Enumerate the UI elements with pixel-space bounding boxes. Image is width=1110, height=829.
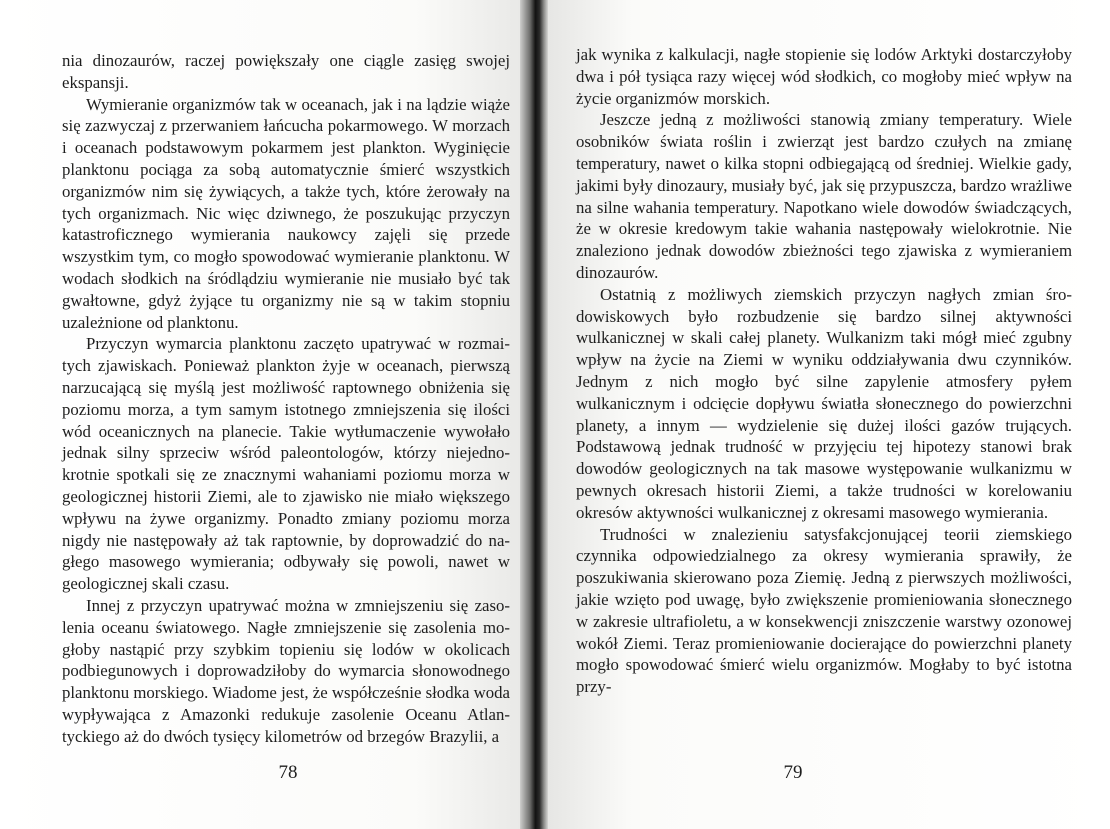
book-gutter xyxy=(520,0,548,829)
page-number: 79 xyxy=(783,762,803,783)
paragraph: Wymieranie organizmów tak w oceanach, jak i na lądzie wiąże się zazwyczaj z przerwaniem łańcucha pokarmowego. W morzach i oceanach podstawowym pokarmem jest plankton. Wyginięcie planktonu pociąga za sobą automatycznie śmierć wszystkich organizmów nim się żywiących, a także tych, które żerowały na tych organizmach. Nic więc dziwnego, że poszukując przyczyn katastroficznego wymierania naukowcy zajęli się przede wszystkim tym, co mogło spowodować wymieranie planktonu. W wodach słodkich na śródlądziu wymieranie nie musiało być tak gwałtowne, gdyż żyjące tu organizmy nie są w takim stopniu uzależnione od planktonu. xyxy=(62,94,510,332)
paragraph: Przyczyn wymarcia planktonu zaczęto upatrywać w rozmaitych zjawiskach. Ponieważ plankton żyje w oceanach, pierwszą narzucającą się myślą jest możliwość raptownego obniżenia się poziomu morza, a tym samym istotnego zmniejszenia się ilości wód oceanicznych na planecie. Takie wytłumaczenie wywołało jednak silny sprzeciw wśród paleontologów, którzy niejednokrotnie spotkali się ze znacznymi wahaniami poziomu morza w geologicznej historii Ziemi, ale to zjawisko nie miało większego wpływu na żywe organizmy. Ponadto zmiany poziomu morza nigdy nie następowały aż tak raptownie, by doprowadzić do nagłego masowego wymierania; odbywały się powoli, nawet w geologicznej skali czasu. xyxy=(62,334,510,594)
paragraph: Trudności w znalezieniu satysfakcjonującej teorii ziemskiego czynnika odpowiedzialnego za okresy wymierania sprawiły, że poszukiwania skierowano poza Ziemię. Jedną z pierwszych możliwości, jakie wzięto pod uwagę, było zwiększenie promieniowania słonecznego w zakresie ultrafioletu, a w konsekwencji zniszczenie warstwy ozonowej wokół Ziemi. Teraz promieniowanie docierające do powierzchni planety mogło spowodować śmierć wielu organizmów. Mogłaby to być istotna przy- xyxy=(576,524,1072,697)
page-number: 78 xyxy=(278,762,298,783)
paragraph: nia dinozaurów, raczej powiększały one ciągle zasięg swojej ekspansji. xyxy=(62,51,510,92)
paragraph: Ostatnią z możliwych ziemskich przyczyn nagłych zmian środowiskowych było rozbudzenie się bardzo silnej aktywności wulkanicznej w skali całej planety. Wulkanizm taki mógł mieć zgubny wpływ na życie na Ziemi w wyniku oddziaływania dwu czynników. Jednym z nich mogło być silne zapylenie atmosfery pyłem wulkanicznym i odcięcie dopływu światła słonecznego do powierzchni planety, a innym — wydzielenie się dużej ilości gazów trujących. Podstawową jednak trudność w przyjęciu tej hipotezy stanowi brak dowodów geologicznych na tak masowe występowanie wulkanizmu w pewnych okresach historii Ziemi, a także trudności w korelowaniu okresów aktywności wulkanicznej z okresami masowego wymierania. xyxy=(576,284,1072,522)
paragraph: Jeszcze jedną z możliwości stanowią zmiany temperatury. Wiele osobników świata roślin i zwierząt jest bardzo czułych na zmianę temperatury, nawet o kilka stopni odbiegającą od średniej. Wielkie gady, jakimi były dinozaury, musiały być, jak się przypuszcza, bardzo wrażliwe na silne wahania temperatury. Napotkano wiele dowodów świadczących, że w okresie kredowym takie wahania następowały wielokrotnie. Nie znaleziono jednak dowodów zbieżności tego zjawiska z wymieraniem dinozaurów. xyxy=(576,110,1072,282)
left-page xyxy=(0,0,520,829)
paragraph: Innej z przyczyn upatrywać można w zmniejszeniu się zasolenia oceanu światowego. Nagłe zmniejszenie się zasolenia mogłoby nastąpić przy szybkim topieniu się lodów w okolicach podbiegunowych i doprowadziłoby do wymarcia słonowodnego planktonu morskiego. Wiadome jest, że współcześnie słodka woda wypływająca z Amazonki redukuje zasolenie Oceanu Atlantyckiego aż do dwóch tysięcy kilometrów od brzegów Brazylii, a xyxy=(62,595,510,746)
paragraph: jak wynika z kalkulacji, nagłe stopienie się lodów Arktyki dostarczyłoby dwa i pół tysiąca razy więcej wód słodkich, co mogłoby mieć wpływ na życie organizmów morskich. xyxy=(576,45,1072,108)
right-page-text xyxy=(576,44,1072,698)
left-page-text xyxy=(62,50,510,748)
right-page xyxy=(548,0,1110,829)
